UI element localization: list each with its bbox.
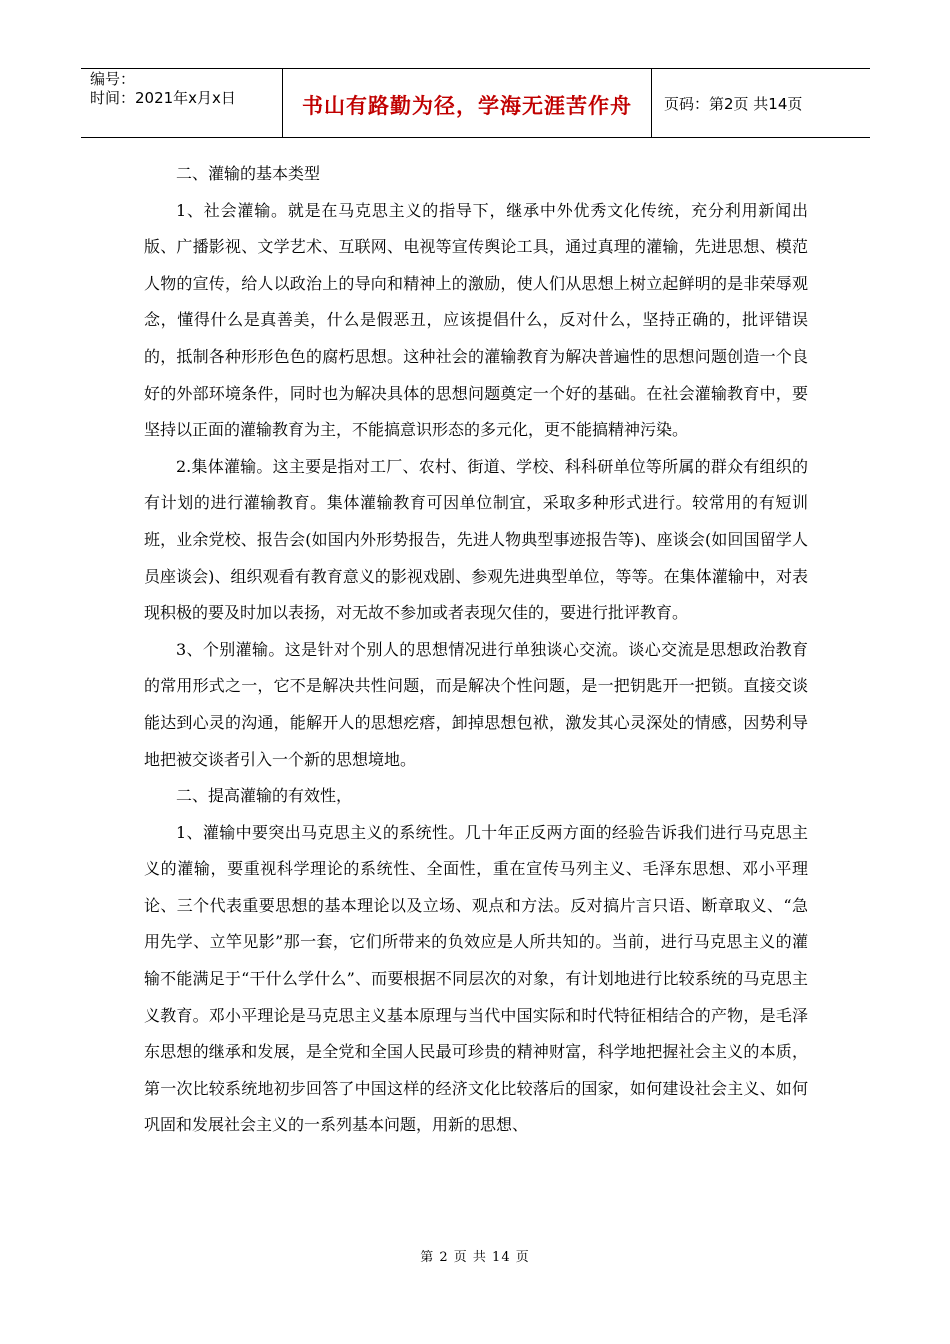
header-motto-cell — [282, 69, 652, 137]
paragraph: 3、个别灌输。这是针对个别人的思想情况进行单独谈心交流。谈心交流是思想政治教育的常用形式之一，它不是解决共性问题，而是解决个性问题，是一把钥匙开一把锁。直接交谈能达到心灵的沟通，能解开人的思想疙瘩，卸掉思想包袱，激发其心灵深处的情感，因势利导地把被交谈者引入一个新的思想境地。 — [144, 639, 808, 769]
section-heading: 二、灌输的基本类型 — [176, 164, 321, 183]
number-label: 编号： — [90, 70, 136, 88]
paragraph: 1、灌输中要突出马克思主义的系统性。几十年正反两方面的经验告诉我们进行马克思主义的灌输，要重视科学理论的系统性、全面性，重在宣传马列主义、毛泽东思想、邓小平理论、三个代表重要思想的基本理论以及立场、观点和方法。反对搞片言只语、断章取义、“急用先学、立竿见影”那一套，它们所带来的负效应是人所共知的。当前，进行马克思主义的灌输不能满足于“干什么学什么”、而要根据不同层次的对象，有计划地进行比较系统的马克思主义教育。邓小平理论是马克思主义基本原理与当代中国实际和时代特征相结合的产物，是毛泽东思想的继承和发展，是全党和全国人民最可珍贵的精神财富，科学地把握社会主义的本质，第一次比较系统地初步回答了中国这样的经济文化比较落后的国家，如何建设社会主义、如何巩固和发展社会主义的一系列基本问题，用新的思想、 — [144, 822, 808, 1135]
page-footer: 第 2 页 共 14 页 — [420, 1250, 530, 1265]
paragraph: 1、社会灌输。就是在马克思主义的指导下，继承中外优秀文化传统，充分利用新闻出版、广播影视、文学艺术、互联网、电视等宣传舆论工具，通过真理的灌输，先进思想、模范人物的宣传，给人以政治上的导向和精神上的激励，使人们从思想上树立起鲜明的是非荣辱观念，懂得什么是真善美，什么是假恶丑，应该提倡什么，反对什么，坚持正确的，批评错误的，抵制各种形形色色的腐朽思想。这种社会的灌输教育为解决普遍性的思想问题创造一个良好的外部环境条件，同时也为解决具体的思想问题奠定一个好的基础。在社会灌输教育中，要坚持以正面的灌输教育为主，不能搞意识形态的多元化，更不能搞精神污染。 — [144, 200, 808, 440]
date-label: 时间：2021年x月x日 — [90, 89, 236, 107]
motto-text: 书山有路勤为径，学海无涯苦作舟 — [302, 94, 632, 118]
header-meta-cell — [81, 69, 282, 137]
header-page-cell — [652, 69, 870, 137]
page-info: 页码：第2页 共14页 — [664, 94, 803, 113]
document-body — [144, 156, 808, 1144]
paragraph: 2.集体灌输。这主要是指对工厂、农村、街道、学校、科科研单位等所属的群众有组织的有计划的进行灌输教育。集体灌输教育可因单位制宜，采取多种形式进行。较常用的有短训班，业余党校、报告会(如国内外形势报告，先进人物典型事迹报告等)、座谈会(如回国留学人员座谈会)、组织观看有教育意义的影视戏剧、参观先进典型单位，等等。在集体灌输中，对表现积极的要及时加以表扬，对无故不参加或者表现欠佳的，要进行批评教育。 — [144, 456, 808, 623]
header-table — [81, 68, 870, 138]
section-heading: 二、提高灌输的有效性， — [176, 786, 353, 806]
